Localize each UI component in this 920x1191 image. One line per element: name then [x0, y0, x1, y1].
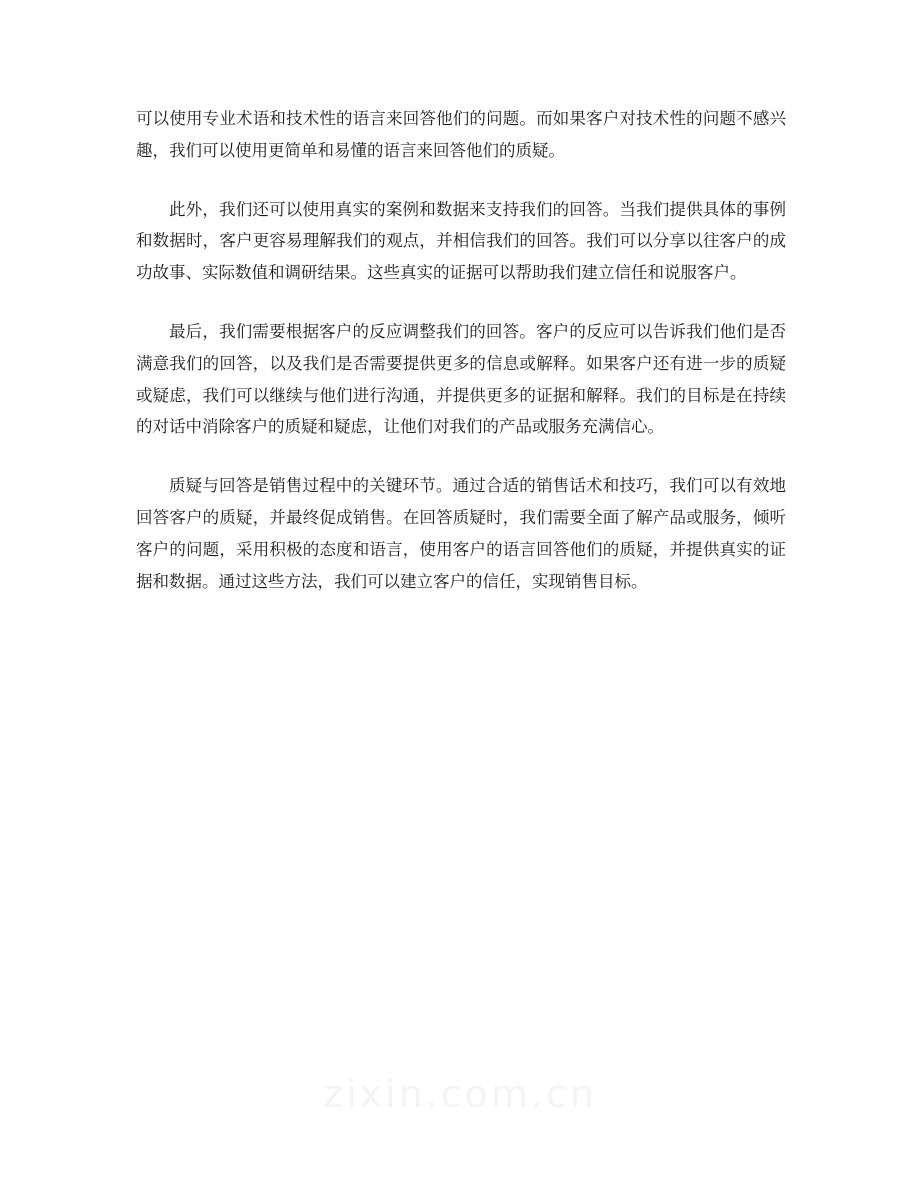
paragraph-conclusion: 质疑与回答是销售过程中的关键环节。通过合适的销售话术和技巧，我们可以有效地回答客户的质疑，并最终促成销售。在回答质疑时，我们需要全面了解产品或服务，倾听客户的问题，采用积极的态度和语言，使用客户的语言回答他们的质疑，并提供真实的证据和数据。通过这些方法，我们可以建立客户的信任，实现销售目标。: [136, 476, 786, 591]
paragraph-adjust-response: 最后，我们需要根据客户的反应调整我们的回答。客户的反应可以告诉我们他们是否满意我们的回答，以及我们是否需要提供更多的信息或解释。如果客户还有进一步的质疑或疑虑，我们可以继续与他们进行沟通，并提供更多的证据和解释。我们的目标是在持续的对话中消除客户的质疑和疑虑，让他们对我们的产品或服务充满信心。: [136, 321, 786, 437]
paragraph-examples-and-data: 此外，我们还可以使用真实的案例和数据来支持我们的回答。当我们提供具体的事例和数据时，客户更容易理解我们的观点，并相信我们的回答。我们可以分享以往客户的成功故事、实际数值和调研结果。这些真实的证据可以帮助我们建立信任和说服客户。: [136, 199, 786, 283]
watermark-text: [0, 1072, 920, 1116]
document-body: [136, 103, 786, 624]
paragraph-continued: 可以使用专业术语和技术性的语言来回答他们的问题。而如果客户对技术性的问题不感兴趣，我们可以使用更简单和易懂的语言来回答他们的质疑。: [136, 109, 786, 160]
